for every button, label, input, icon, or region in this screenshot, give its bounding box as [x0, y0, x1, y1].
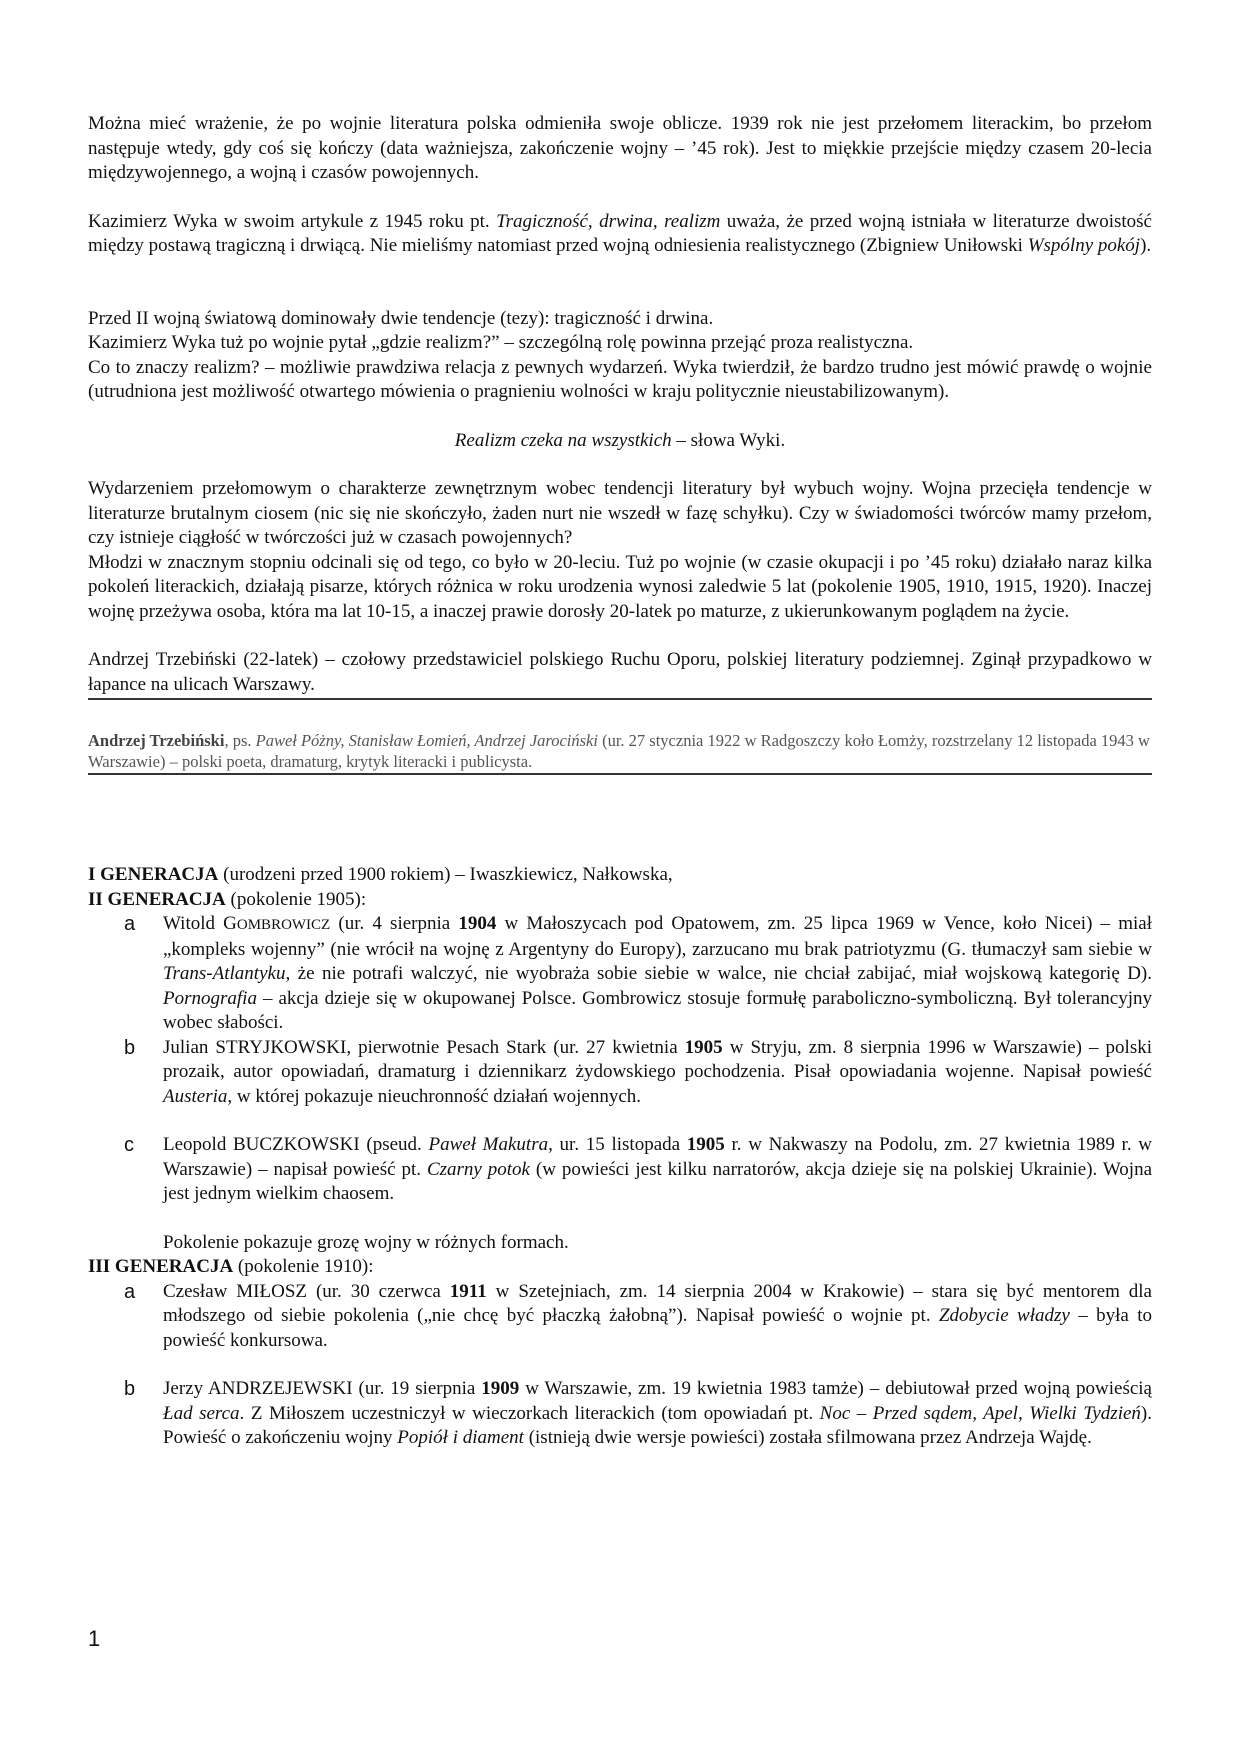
list-item-andrzejewski: b Jerzy ANDRZEJEWSKI (ur. 19 sierpnia 1909 w Warszawie, zm. 19 kwietnia 1983 tamże) – debiutował przed wojną powieścią Ład serca. Z Miłoszem uczestniczył w wieczorkach literackich (tom opowiadań pt. Noc – Przed sądem, Apel, Wielki Tydzień). Powieść o zakończeniu wojny Popiół i diament (istnieją dwie wersje powieści) została sfilmowana przez Andrzeja Wajdę.: [124, 1378, 1152, 1448]
list-marker: b: [124, 1378, 136, 1400]
generation-2-list: [88, 912, 1152, 1207]
list-item-buczkowski: c Leopold BUCZKOWSKI (pseud. Paweł Makutra, ur. 15 listopada 1905 r. w Nakwaszy na Podolu, zm. 27 kwietnia 1989 r. w Warszawie) – napisał powieść pt. Czarny potok (w powieści jest kilku narratorów, akcja dzieje się na polskiej Ukrainie). Wojna jest jednym wielkim chaosem.: [124, 1134, 1152, 1204]
list-marker: a: [124, 1280, 136, 1303]
generation-1: I GENERACJA (urodzeni przed 1900 rokiem) – Iwaszkiewicz, Nałkowska,: [88, 864, 673, 885]
page-number: 1: [88, 1626, 101, 1651]
paragraph-trzebinski: Andrzej Trzebiński (22-latek) – czołowy przedstawiciel polskiego Ruchu Oporu, polskiej literatury podziemnej. Zginął przypadkowo w łapance na ulicach Warszawy.: [88, 648, 1152, 700]
generation-3-list: [88, 1280, 1152, 1451]
document-page: [88, 112, 1152, 1451]
list-marker: b: [124, 1036, 136, 1059]
paragraph-war-breakthrough: Wydarzeniem przełomowym o charakterze zewnętrznym wobec tendencji literatury był wybuch wojny. Wojna przecięła tendencje w literaturze brutalnym ciosem (nic się nie skończyło, żaden nurt nie wszedł w fazę schyłku). Czy w świadomości twórców mamy przełom, czy istnieje ciągłość w twórczości już w czasach powojennych?: [88, 478, 1152, 548]
paragraph-wyka-article: Kazimierz Wyka w swoim artykule z 1945 roku pt. Tragiczność, drwina, realizm uważa, że przed wojną istniała w literaturze dwoistość między postawą tragiczną i drwiącą. Nie mieliśmy natomiast przed wojną odniesienia realistycznego (Zbigniew Uniłowski Wspólny pokój).: [88, 210, 1152, 256]
bio-note-trzebinski: Andrzej Trzebiński, ps. Paweł Póżny, Stanisław Łomień, Andrzej Jarociński (ur. 27 stycznia 1922 w Radgoszczy koło Łomży, rozstrzelany 12 listopada 1943 w Warszawie) – polski poeta, dramaturg, krytyk literacki i publicysta.: [88, 730, 1152, 775]
list-marker: a: [124, 913, 136, 935]
paragraph-intro: Można mieć wrażenie, że po wojnie literatura polska odmieniła swoje oblicze. 1939 rok nie jest przełomem literackim, bo przełom następuje wtedy, gdy coś się kończy (data ważniejsza, zakończenie wojny – ’45 rok). Jest to miękkie przejście między czasem 20-lecia międzywojennego, a wojną i czasów powojennych.: [88, 113, 1152, 183]
generation-2-heading: II GENERACJA (pokolenie 1905):: [88, 888, 367, 910]
book-title: Wspólny pokój: [1027, 235, 1141, 256]
paragraph-tendencies: Przed II wojną światową dominowały dwie tendencje (tezy): tragiczność i drwina.: [88, 307, 714, 329]
list-item-stryjkowski: b Julian STRYJKOWSKI, pierwotnie Pesach Stark (ur. 27 kwietnia 1905 w Stryju, zm. 8 sierpnia 1996 w Warszawie) – polski prozaik, autor opowiadań, dramaturg i dziennikarz żydowskiego pochodzenia. Pisał opowiadania wojenne. Napisał powieść Austeria, w której pokazuje nieuchronność działań wojennych.: [124, 1036, 1153, 1107]
generation-2-summary: Pokolenie pokazuje grozę wojny w różnych formach.: [163, 1231, 569, 1253]
list-marker: c: [124, 1134, 134, 1156]
paragraph-realism-question: Kazimierz Wyka tuż po wojnie pytał „gdzie realizm?” – szczególną rolę powinna przejąć proza realistyczna.: [88, 332, 914, 353]
book-title: Tragiczność, drwina, realizm: [496, 210, 721, 232]
list-item-gombrowicz: a Witold GOMBROWICZ (ur. 4 sierpnia 1904 w Małoszycach pod Opatowem, zm. 25 lipca 1969 w Vence, koło Nicei) – miał „kompleks wojenny” (nie wrócił na wojnę z Argentyny do Europy), zarzucano mu brak patriotyzmu (G. tłumaczył sam siebie w Trans-Atlantyku, że nie potrafi walczyć, nie wyobraża sobie siebie w walce, nie chciał zabijać, miał wojskową kategorię D). Pornografia – akcja dzieje się w okupowanej Polsce. Gombrowicz stosuje formułę paraboliczno-symboliczną. Był tolerancyjny wobec słabości.: [124, 913, 1152, 1033]
paragraph-generations: Młodzi w znacznym stopniu odcinali się od tego, co było w 20-leciu. Tuż po wojnie (w czasie okupacji i po ’45 roku) działało naraz kilka pokoleń literackich, działają pisarze, których różnica w roku urodzenia wynosi zaledwie 5 lat (pokolenie 1905, 1910, 1915, 1920). Inaczej wojnę przeżywa osoba, która ma lat 10-15, a inaczej prawie dorosły 20-latek po maturze, z ukierunkowanym poglądem na życie.: [88, 551, 1152, 622]
paragraph-realism-meaning: Co to znaczy realizm? – możliwie prawdziwa relacja z pewnych wydarzeń. Wyka twierdził, że bardzo trudno jest mówić prawdę o wojnie (utrudniona jest możliwość otwartego mówienia o pragnieniu wolności w kraju politycznie nieustabilizowanym).: [88, 356, 1152, 402]
quote-wyka: Realizm czeka na wszystkich – słowa Wyki.: [454, 429, 786, 451]
generation-3-heading: III GENERACJA (pokolenie 1910):: [88, 1256, 374, 1277]
list-item-milosz: a Czesław MIŁOSZ (ur. 30 czerwca 1911 w Szetejniach, zm. 14 sierpnia 2004 w Krakowie) – stara się być mentorem dla młodszego od siebie pokolenia („nie chcę być płaczką żałobną”). Napisał powieść o wojnie pt. Zdobycie władzy – była to powieść konkursowa.: [124, 1280, 1152, 1351]
